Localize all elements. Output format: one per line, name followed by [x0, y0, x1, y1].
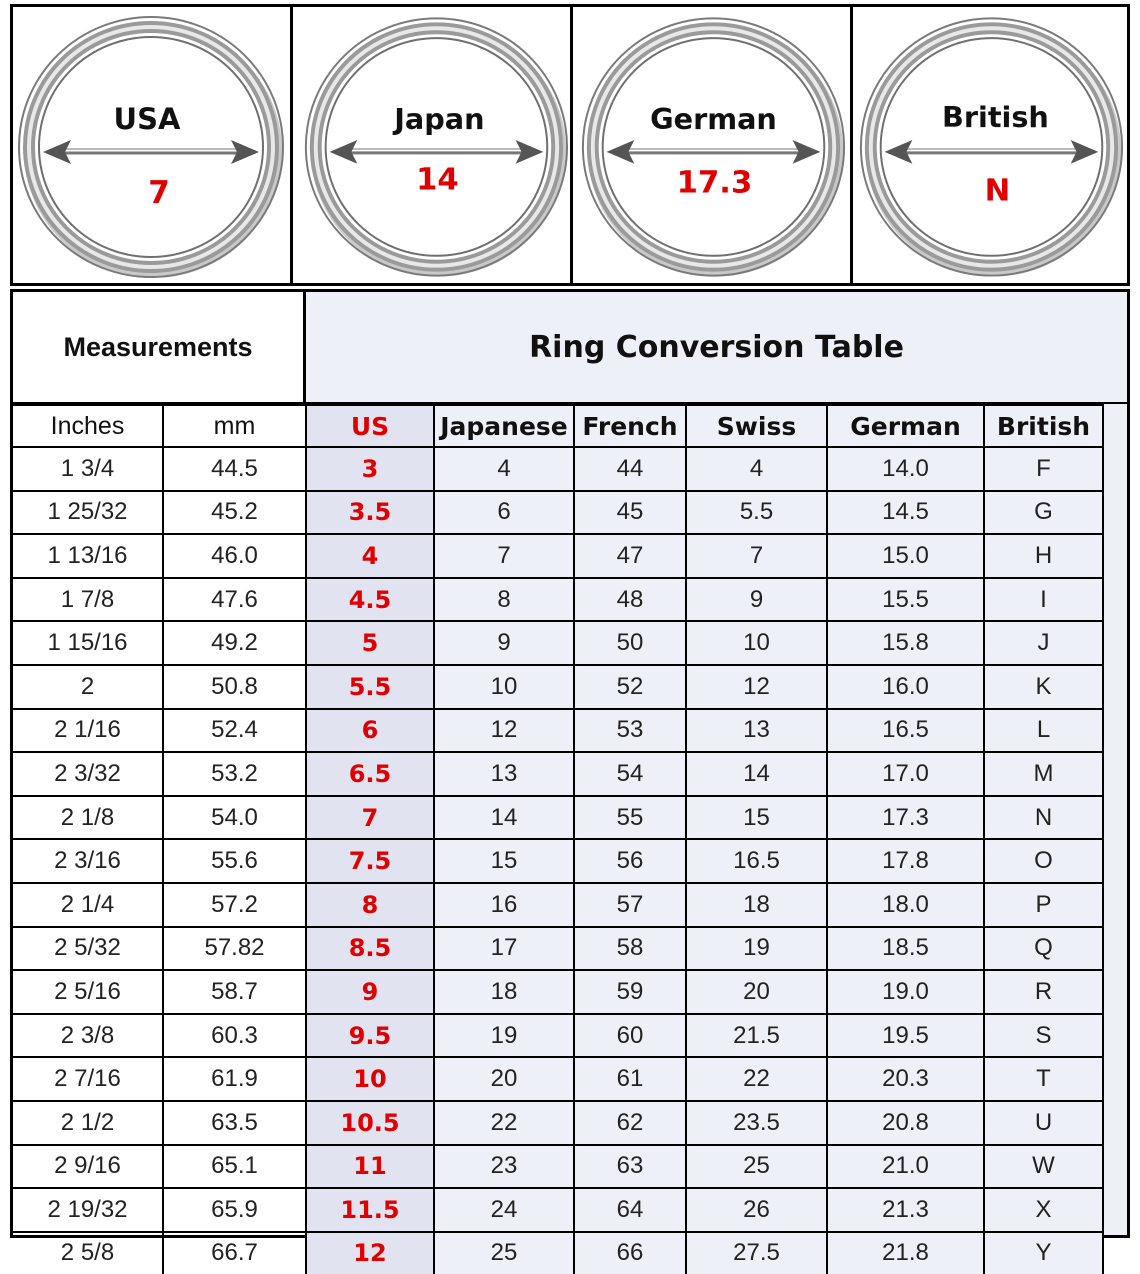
conversion-grid — [13, 404, 1104, 1274]
side-strip — [1103, 404, 1127, 1235]
cell-french: 54 — [574, 752, 686, 796]
table-row — [13, 1057, 1103, 1101]
cell-british: I — [984, 578, 1103, 622]
cell-japanese: 24 — [434, 1188, 574, 1232]
ring-icon — [293, 7, 570, 283]
ring-panel-japan — [290, 7, 570, 283]
cell-mm: 57.2 — [163, 883, 306, 927]
ring-conversion-table — [10, 289, 1130, 1268]
cell-swiss: 22 — [686, 1057, 827, 1101]
table-row — [13, 1101, 1103, 1145]
table-row — [13, 621, 1103, 665]
cell-french: 63 — [574, 1145, 686, 1189]
cell-inches: 1 7/8 — [13, 578, 163, 622]
cell-japanese: 20 — [434, 1057, 574, 1101]
cell-swiss: 27.5 — [686, 1232, 827, 1274]
cell-british: R — [984, 970, 1103, 1014]
cell-mm: 65.1 — [163, 1145, 306, 1189]
cell-french: 45 — [574, 491, 686, 535]
cell-mm: 52.4 — [163, 709, 306, 753]
table-title: Ring Conversion Table — [306, 292, 1127, 402]
cell-inches: 2 1/2 — [13, 1101, 163, 1145]
cell-mm: 45.2 — [163, 491, 306, 535]
table-row — [13, 927, 1103, 971]
cell-inches: 1 13/16 — [13, 534, 163, 578]
cell-mm: 50.8 — [163, 665, 306, 709]
table-row — [13, 970, 1103, 1014]
cell-inches: 2 19/32 — [13, 1188, 163, 1232]
cell-us: 8.5 — [306, 927, 434, 971]
cell-swiss: 15 — [686, 796, 827, 840]
cell-japanese: 25 — [434, 1232, 574, 1274]
column-header-us: US — [306, 405, 434, 447]
cell-german: 18.5 — [827, 927, 984, 971]
cell-us: 6.5 — [306, 752, 434, 796]
cell-french: 55 — [574, 796, 686, 840]
ring-label: German — [650, 102, 777, 137]
cell-british: X — [984, 1188, 1103, 1232]
cell-japanese: 16 — [434, 883, 574, 927]
cell-mm: 46.0 — [163, 534, 306, 578]
cell-german: 14.5 — [827, 491, 984, 535]
cell-mm: 60.3 — [163, 1014, 306, 1058]
cell-us: 3 — [306, 447, 434, 491]
cell-british: P — [984, 883, 1103, 927]
cell-swiss: 16.5 — [686, 839, 827, 883]
table-row — [13, 1145, 1103, 1189]
cell-german: 19.0 — [827, 970, 984, 1014]
cell-swiss: 14 — [686, 752, 827, 796]
cell-us: 9.5 — [306, 1014, 434, 1058]
table-row — [13, 796, 1103, 840]
cell-us: 7 — [306, 796, 434, 840]
cell-german: 14.0 — [827, 447, 984, 491]
cell-us: 7.5 — [306, 839, 434, 883]
cell-japanese: 12 — [434, 709, 574, 753]
cell-us: 4 — [306, 534, 434, 578]
cell-french: 47 — [574, 534, 686, 578]
cell-german: 17.8 — [827, 839, 984, 883]
table-row — [13, 534, 1103, 578]
cell-french: 59 — [574, 970, 686, 1014]
column-header-row — [13, 405, 1103, 447]
cell-swiss: 10 — [686, 621, 827, 665]
cell-inches: 2 1/4 — [13, 883, 163, 927]
cell-swiss: 21.5 — [686, 1014, 827, 1058]
cell-us: 10.5 — [306, 1101, 434, 1145]
cell-french: 64 — [574, 1188, 686, 1232]
cell-french: 48 — [574, 578, 686, 622]
cell-german: 20.3 — [827, 1057, 984, 1101]
ring-panel-usa — [13, 7, 290, 283]
cell-swiss: 19 — [686, 927, 827, 971]
cell-swiss: 23.5 — [686, 1101, 827, 1145]
cell-inches: 2 — [13, 665, 163, 709]
cell-us: 5.5 — [306, 665, 434, 709]
cell-japanese: 22 — [434, 1101, 574, 1145]
cell-german: 17.3 — [827, 796, 984, 840]
cell-japanese: 19 — [434, 1014, 574, 1058]
column-header-french: French — [574, 405, 686, 447]
cell-british: T — [984, 1057, 1103, 1101]
cell-us: 12 — [306, 1232, 434, 1274]
ring-size-illustrations — [10, 4, 1130, 286]
table-row — [13, 447, 1103, 491]
cell-mm: 49.2 — [163, 621, 306, 665]
cell-german: 18.0 — [827, 883, 984, 927]
column-header-swiss: Swiss — [686, 405, 827, 447]
cell-japanese: 13 — [434, 752, 574, 796]
cell-german: 21.8 — [827, 1232, 984, 1274]
cell-swiss: 12 — [686, 665, 827, 709]
cell-german: 16.0 — [827, 665, 984, 709]
cell-british: F — [984, 447, 1103, 491]
cell-us: 3.5 — [306, 491, 434, 535]
cell-british: W — [984, 1145, 1103, 1189]
cell-inches: 2 9/16 — [13, 1145, 163, 1189]
cell-japanese: 18 — [434, 970, 574, 1014]
ring-value: 17.3 — [676, 165, 753, 201]
ring-panel-german — [570, 7, 850, 283]
cell-swiss: 18 — [686, 883, 827, 927]
cell-inches: 2 5/32 — [13, 927, 163, 971]
cell-inches: 2 3/8 — [13, 1014, 163, 1058]
cell-inches: 2 7/16 — [13, 1057, 163, 1101]
cell-inches: 2 3/16 — [13, 839, 163, 883]
cell-swiss: 25 — [686, 1145, 827, 1189]
ring-label: USA — [113, 102, 181, 136]
cell-inches: 2 5/16 — [13, 970, 163, 1014]
table-row — [13, 839, 1103, 883]
cell-us: 11.5 — [306, 1188, 434, 1232]
cell-british: Y — [984, 1232, 1103, 1274]
cell-us: 4.5 — [306, 578, 434, 622]
cell-german: 21.3 — [827, 1188, 984, 1232]
cell-french: 62 — [574, 1101, 686, 1145]
cell-mm: 66.7 — [163, 1232, 306, 1274]
cell-mm: 57.82 — [163, 927, 306, 971]
cell-swiss: 9 — [686, 578, 827, 622]
cell-british: U — [984, 1101, 1103, 1145]
cell-mm: 61.9 — [163, 1057, 306, 1101]
cell-swiss: 4 — [686, 447, 827, 491]
cell-german: 20.8 — [827, 1101, 984, 1145]
cell-british: H — [984, 534, 1103, 578]
cell-inches: 1 25/32 — [13, 491, 163, 535]
ring-icon — [573, 7, 850, 283]
cell-japanese: 9 — [434, 621, 574, 665]
table-row — [13, 578, 1103, 622]
cell-british: Q — [984, 927, 1103, 971]
cell-british: J — [984, 621, 1103, 665]
cell-british: N — [984, 796, 1103, 840]
cell-german: 21.0 — [827, 1145, 984, 1189]
table-row — [13, 883, 1103, 927]
cell-german: 15.8 — [827, 621, 984, 665]
column-header-inches: Inches — [13, 405, 163, 447]
cell-inches: 2 3/32 — [13, 752, 163, 796]
cell-mm: 54.0 — [163, 796, 306, 840]
cell-mm: 53.2 — [163, 752, 306, 796]
cell-us: 6 — [306, 709, 434, 753]
cell-french: 56 — [574, 839, 686, 883]
cell-british: K — [984, 665, 1103, 709]
table-row — [13, 1232, 1103, 1274]
cell-inches: 2 1/8 — [13, 796, 163, 840]
table-row — [13, 665, 1103, 709]
cell-japanese: 7 — [434, 534, 574, 578]
cell-japanese: 23 — [434, 1145, 574, 1189]
ring-icon — [853, 7, 1127, 283]
cell-japanese: 6 — [434, 491, 574, 535]
cell-french: 60 — [574, 1014, 686, 1058]
cell-french: 52 — [574, 665, 686, 709]
cell-german: 15.0 — [827, 534, 984, 578]
table-row — [13, 491, 1103, 535]
table-row — [13, 1014, 1103, 1058]
ring-label: Japan — [394, 102, 485, 137]
cell-british: O — [984, 839, 1103, 883]
cell-japanese: 4 — [434, 447, 574, 491]
cell-british: L — [984, 709, 1103, 753]
cell-swiss: 20 — [686, 970, 827, 1014]
cell-us: 10 — [306, 1057, 434, 1101]
ring-icon — [13, 7, 290, 283]
cell-mm: 65.9 — [163, 1188, 306, 1232]
cell-french: 53 — [574, 709, 686, 753]
column-header-mm: mm — [163, 405, 306, 447]
ring-value: 7 — [148, 175, 170, 211]
cell-mm: 55.6 — [163, 839, 306, 883]
cell-inches: 1 3/4 — [13, 447, 163, 491]
cell-inches: 2 5/8 — [13, 1232, 163, 1274]
cell-french: 50 — [574, 621, 686, 665]
ring-label: British — [942, 100, 1049, 135]
table-row — [13, 709, 1103, 753]
cell-swiss: 13 — [686, 709, 827, 753]
table-row — [13, 752, 1103, 796]
cell-german: 16.5 — [827, 709, 984, 753]
cell-british: G — [984, 491, 1103, 535]
cell-japanese: 8 — [434, 578, 574, 622]
cell-us: 5 — [306, 621, 434, 665]
column-header-german: German — [827, 405, 984, 447]
cell-french: 61 — [574, 1057, 686, 1101]
table-body — [13, 447, 1103, 1274]
cell-japanese: 17 — [434, 927, 574, 971]
cell-mm: 47.6 — [163, 578, 306, 622]
cell-german: 15.5 — [827, 578, 984, 622]
cell-british: M — [984, 752, 1103, 796]
column-header-british: British — [984, 405, 1103, 447]
column-header-japanese: Japanese — [434, 405, 574, 447]
cell-mm: 58.7 — [163, 970, 306, 1014]
measurements-heading: Measurements — [13, 292, 306, 402]
cell-mm: 44.5 — [163, 447, 306, 491]
table-row — [13, 1188, 1103, 1232]
cell-us: 11 — [306, 1145, 434, 1189]
cell-inches: 1 15/16 — [13, 621, 163, 665]
cell-us: 9 — [306, 970, 434, 1014]
cell-inches: 2 1/16 — [13, 709, 163, 753]
cell-japanese: 10 — [434, 665, 574, 709]
cell-german: 17.0 — [827, 752, 984, 796]
cell-swiss: 5.5 — [686, 491, 827, 535]
ring-value: 14 — [416, 162, 459, 198]
cell-us: 8 — [306, 883, 434, 927]
ring-panel-british — [850, 7, 1127, 283]
cell-french: 44 — [574, 447, 686, 491]
cell-french: 57 — [574, 883, 686, 927]
cell-swiss: 26 — [686, 1188, 827, 1232]
cell-swiss: 7 — [686, 534, 827, 578]
ring-value: N — [984, 173, 1011, 209]
cell-japanese: 15 — [434, 839, 574, 883]
cell-mm: 63.5 — [163, 1101, 306, 1145]
cell-british: S — [984, 1014, 1103, 1058]
cell-french: 66 — [574, 1232, 686, 1274]
cell-german: 19.5 — [827, 1014, 984, 1058]
cell-japanese: 14 — [434, 796, 574, 840]
cell-french: 58 — [574, 927, 686, 971]
